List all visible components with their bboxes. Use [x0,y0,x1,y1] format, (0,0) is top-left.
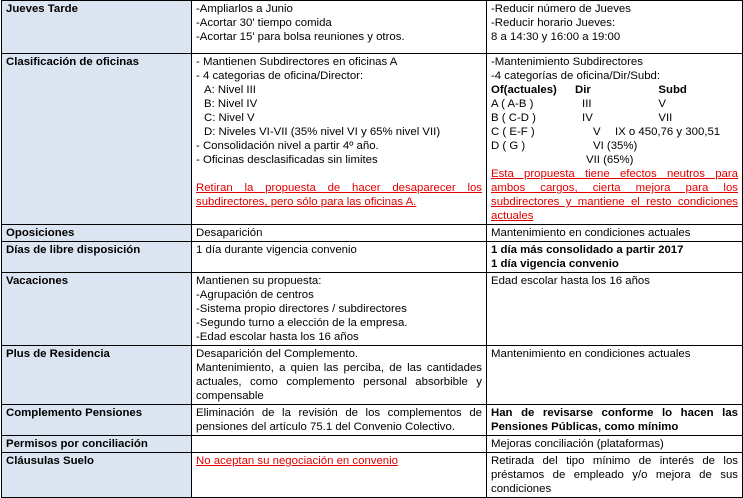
row-label: Jueves Tarde [2,1,192,54]
text-line: 1 día durante vigencia convenio [196,244,357,256]
company-proposal-cell [192,346,487,405]
table-row [2,436,743,453]
text-line: Desaparición del Complemento. [196,348,359,360]
company-proposal-cell [192,242,487,273]
union-proposal-cell [487,242,743,273]
subtable-row [491,111,738,125]
text-line: -Acortar 30' tiempo comida [196,17,332,29]
subtable-cell: III [582,98,592,110]
text-line: - Mantienen Subdirectores en oficinas A [196,56,398,68]
text-line: -Reducir horario Jueves: [491,17,616,29]
table-row [2,1,743,54]
row-label: Complemento Pensiones [2,405,192,436]
row-label: Permisos por conciliación [2,436,192,453]
text-line: Mejoras conciliación (plataformas) [491,438,664,450]
row-label: Clasificación de oficinas [2,54,192,225]
subtable-header [491,83,738,97]
text-line: Han de revisarse conforme lo hacen las Pensiones Públicas, como mínimo [491,407,738,433]
subtable-header-cell: Subd [658,84,687,96]
subtable-cell: B ( C-D ) [491,112,536,124]
union-proposal-cell [487,453,743,498]
row-label: Cláusulas Suelo [2,453,192,498]
union-proposal-cell [487,436,743,453]
subtable-cell: IX o 450,76 y 300,51 [615,126,721,138]
text-line: - Consolidación nivel a partir 4º año. [196,140,379,152]
row-label: Vacaciones [2,273,192,346]
subtable-cell: VII [658,112,673,124]
subtable-row [491,97,738,111]
text-line: -Mantenimiento Subdirectores [491,56,643,68]
text-line: -Edad escolar hasta los 16 años [196,331,359,343]
subtable-cell: D ( G ) [491,140,526,152]
union-proposal-cell [487,273,743,346]
union-proposal-cell [487,54,743,225]
union-proposal-cell [487,346,743,405]
subtable-cell: C ( E-F ) [491,126,535,138]
text-line: Desaparición [196,227,263,239]
union-proposal-cell [487,1,743,54]
text-line: Retirada del tipo mínimo de interés de los préstamos de empleado y/o mejora de sus condiciones [491,455,738,495]
row-label: Plus de Residencia [2,346,192,405]
text-line: D: Niveles VI-VII (35% nivel VI y 65% nivel VII) [204,126,441,138]
text-line: -Segundo turno a elección de la empresa. [196,317,408,329]
text-line: Mantenimiento en condiciones actuales [491,348,691,360]
subtable-cell: V [593,126,601,138]
text-line: -Ampliarlos a Junio [196,3,293,15]
company-proposal-cell [192,225,487,242]
text-line: -Acortar 15' para bolsa reuniones y otros. [196,31,405,43]
text-line: - 4 categorias de oficina/Director: [196,70,364,82]
text-line: - Oficinas desclasificadas sin limites [196,154,378,166]
text-line: B: Nivel IV [204,98,258,110]
text-line: 1 día vigencia convenio [491,258,619,270]
text-line: Mantenimiento, a quien las perciba, de las cantidades actuales, como complemento personal absorbible y compensable [196,362,482,402]
table-row [2,453,743,498]
subtable-row [491,125,738,139]
subtable-cell [491,153,586,167]
subtable-cell: VI (35%) [593,140,638,152]
red-note: Esta propuesta tiene efectos neutros para ambos cargos, cierta mejora para los subdirectores y mantiene el resto condiciones actuales [491,168,738,222]
text-line: C: Nivel V [204,112,255,124]
subtable-row [491,153,738,167]
table-row [2,225,743,242]
subtable-row [491,139,738,153]
union-proposal-cell [487,405,743,436]
company-proposal-cell [192,1,487,54]
company-proposal-cell [192,405,487,436]
text-line: Edad escolar hasta los 16 años [491,275,650,287]
text-line: -Agrupación de centros [196,289,314,301]
subtable-header-cell: Dir [575,84,591,96]
text-line: 1 día más consolidado a partir 2017 [491,244,684,256]
company-proposal-cell [192,453,487,498]
table-row [2,54,743,225]
proposals-table [1,0,743,498]
text-line: A: Nivel III [204,84,256,96]
table-row [2,405,743,436]
subtable-cell: V [658,98,667,110]
text-line: 8 a 14:30 y 16:00 a 19:00 [491,31,621,43]
text-line: -Reducir número de Jueves [491,3,631,15]
text-line: Eliminación de la revisión de los complementos de pensiones del artículo 75.1 del Convenio Colectivo. [196,407,482,433]
row-label: Días de libre disposición [2,242,192,273]
red-note: No aceptan su negociación en convenio [196,455,399,467]
text-line: -Sistema propio directores / subdirectores [196,303,407,315]
company-proposal-cell [192,273,487,346]
text-line: -4 categorías de oficina/Dir/Subd: [491,70,661,82]
row-label: Oposiciones [2,225,192,242]
union-proposal-cell [487,225,743,242]
text-line: Mantienen su propuesta: [196,275,322,287]
text-line: Mantenimiento en condiciones actuales [491,227,691,239]
subtable-header-cell: Of(actuales) [491,84,557,96]
subtable-cell: VII (65%) [586,154,634,166]
red-note: Retiran la propuesta de hacer desaparecer los subdirectores, pero sólo para las oficinas A. [196,182,482,208]
table-row [2,346,743,405]
subtable-cell: IV [582,112,593,124]
table-row [2,242,743,273]
company-proposal-cell [192,54,487,225]
table-row [2,273,743,346]
company-proposal-cell [192,436,487,453]
subtable-cell: A ( A-B ) [491,98,534,110]
